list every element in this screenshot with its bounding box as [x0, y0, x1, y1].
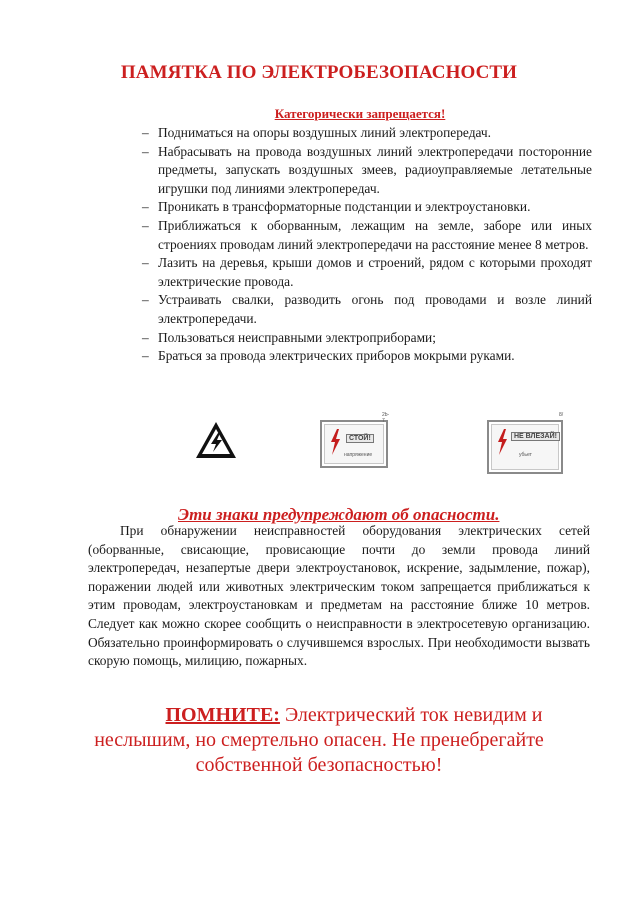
prohibited-subtitle: Категорически запрещается!	[274, 106, 446, 121]
page-title: ПАМЯТКА ПО ЭЛЕКТРОБЕЗОПАСНОСТИ	[120, 62, 518, 83]
prohibition-list	[142, 124, 592, 366]
list-item	[142, 291, 592, 328]
list-item	[142, 124, 592, 143]
bullet-dash: –	[142, 255, 149, 271]
bullet-dash: –	[142, 292, 149, 308]
bullet-dash: –	[142, 125, 149, 140]
list-item	[142, 143, 592, 199]
lightning-bolt-icon	[328, 428, 342, 456]
remember-text-1: Электрический ток невидим и	[279, 704, 543, 726]
rule-text: Набрасывать на провода воздушных линий электропередачи посторонние предметы, запускать воздушных змеев, радиоуправляемые летательные игрушки под линиями электропередач.	[158, 143, 592, 196]
bullet-dash: –	[142, 348, 149, 364]
rule-text: Устраивать свалки, разводить огонь под проводами и возле линий электропередачи.	[158, 292, 592, 326]
signs-warning-heading: Эти знаки предупреждают об опасности.	[178, 505, 500, 524]
bullet-dash: –	[142, 143, 149, 159]
stop-voltage-sign	[320, 412, 390, 468]
remember-heading: ПОМНИТЕ:	[165, 704, 280, 726]
sign-number: 2b-7	[382, 412, 390, 424]
do-not-climb-label: НЕ ВЛЕЗАЙ!	[511, 432, 560, 441]
instruction-paragraph: При обнаружении неисправностей оборудования электрических сетей (оборванные, свисающие, провисающие почти до земли провода линий электропередач, незапертые двери электроустановок, искрение, задымление, пожар), поражении людей или животных электрическим током запрещается приближаться к этим проводам, электроустановкам и предметам на расстояние ближе 10 метров. Следует как можно скорее сообщить о неисправности в электросетевую организацию. Обязательно проинформировать о случившемся взрослых. При необходимости вызвать скорую помощь, милицию, пожарных.	[88, 523, 590, 669]
stop-sign-label: СТОЙ!	[346, 434, 374, 443]
rule-text: Проникать в трансформаторные подстанции и электроустановки.	[158, 199, 531, 215]
list-item	[142, 347, 592, 366]
rule-text: Пользоваться неисправными электроприборами;	[158, 329, 436, 345]
do-not-climb-sign	[487, 412, 564, 474]
rule-text: Приближаться к оборванным, лежащим на земле, заборе или иных строениях проводам линий электропередачи на расстояние менее 8 метров.	[158, 217, 592, 252]
voltage-sign-caption: напряжение	[344, 452, 373, 458]
rule-text: Браться за провода электрических приборов мокрыми руками.	[158, 348, 515, 364]
list-item	[142, 254, 592, 291]
kills-sign-caption: убьет	[519, 452, 532, 458]
warning-signs-row	[0, 408, 638, 478]
list-item	[142, 198, 592, 217]
bullet-dash: –	[142, 199, 149, 215]
sign-number: 8/	[559, 412, 564, 418]
list-item	[142, 217, 592, 254]
rule-text: Подниматься на опоры воздушных линий электропередач.	[158, 125, 491, 140]
remember-line-3: собственной безопасностью!	[195, 754, 443, 776]
remember-notice	[0, 703, 638, 778]
list-item	[142, 329, 592, 348]
rule-text: Лазить на деревья, крыши домов и строений, рядом с которыми проходят электрические провода.	[158, 255, 592, 289]
bullet-dash: –	[142, 329, 149, 345]
remember-line-2: неслышим, но смертельно опасен. Не пренебрегайте	[94, 729, 544, 751]
high-voltage-triangle-icon	[194, 420, 238, 460]
remember-line-1	[0, 703, 638, 728]
bullet-dash: –	[142, 217, 149, 233]
lightning-bolt-icon	[495, 428, 509, 456]
